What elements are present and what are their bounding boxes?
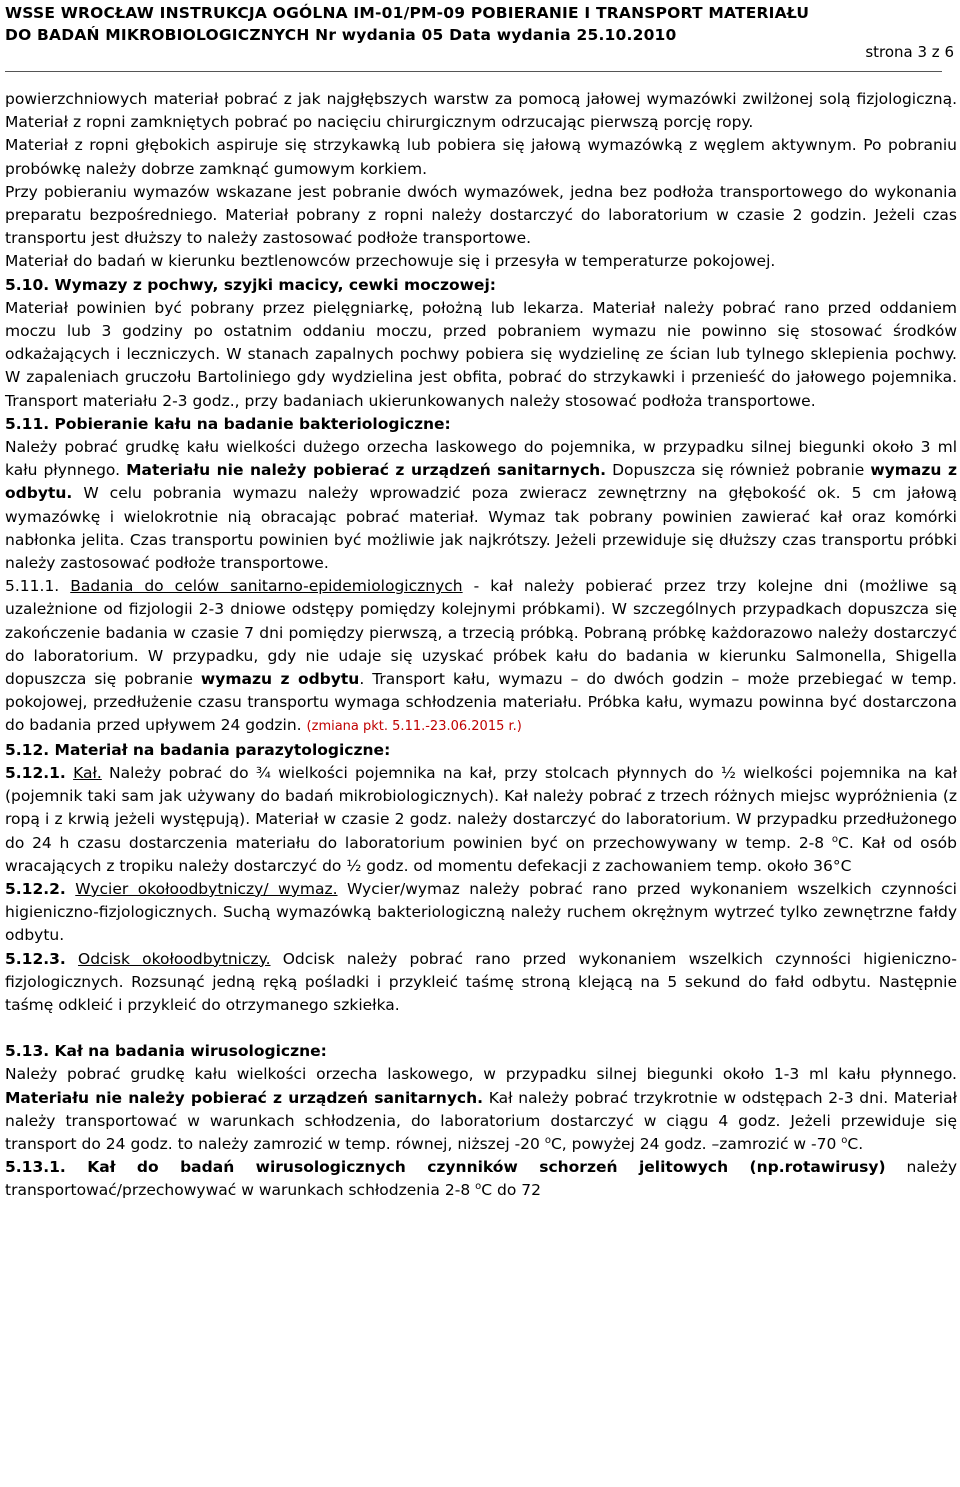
section-heading-5-13-1: 5.13.1. Kał do badań wirusologicznych czynników schorzeń jelitowych (np.rotawirusy) — [5, 1158, 886, 1177]
section-text-5-12-1: 5.12.1. Kał. Należy pobrać do ¾ wielkości pojemnika na kał, przy stolcach płynnych do ½ wielkości pojemnika na kał (pojemnik taki sam jak używany do badań mikrobiologicznych). Kał należy pobrać z trzech różnych miejsc wypróżnienia (z ropą i z krwią jeżeli występują). Materiał w czasie 2 godz. należy dostarczyć do laboratorium. W przypadku przedłużonego do 24 h czasu dostarczenia materiału do laboratorium powinien być on przechowywany w temp. 2-8 $^o$C. Kał od osób wracających z tropiku należy dostarczyć do ½ godz. od momentu defekacji z zachowaniem temp. około 36°C — [5, 763, 957, 875]
spacer — [5, 1017, 957, 1040]
section-text-5-12-2: 5.12.2. Wycier okołoodbytniczy/ wymaz. Wycier/wymaz należy pobrać rano przed wykonaniem wszelkich czynności higieniczno-fizjologicznych. Suchą wymazówką bakteriologiczną należy ruchem okrężnym wytrzeć tylko zewnętrzne fałdy odbytu. — [5, 879, 957, 945]
paragraph: powierzchniowych materiał pobrać z jak najgłębszych warstw za pomocą jałowej wymazówki zwilżonej solą fizjologiczną. Materiał z ropni zamkniętych pobrać po nacięciu chirurgicznym odrzucając pierwszą porcję ropy. — [5, 90, 957, 132]
section-number: 5.12.2. — [5, 879, 66, 898]
section-text-5-11: Należy pobrać grudkę kału wielkości dużego orzecha laskowego do pojemnika, w przypadku silnej biegunki około 3 ml kału płynnego. Materiału nie należy pobierać z urządzeń sanitarnych. Dopuszcza się również pobranie wymazu z odbytu. W celu pobrania wymazu należy wprowadzić poza zwieracz zewnętrzny na głębokość ok. 5 cm jałową wymazówkę i wielokrotnie nią obracając pobrać materiał. Wymaz tak pobrany powinien zawierać kał oraz komórki nabłonka jelita. Czas transportu powinien być możliwie jak najkrótszy. Jeżeli przewiduje się dłuższy czas transportu próbki należy zastosować podłoże transportowe. — [5, 438, 957, 573]
paragraph: Przy pobieraniu wymazów wskazane jest pobranie dwóch wymazówek, jedna bez podłoża transportowego do wykonania preparatu bezpośredniego. Materiał pobrany z ropni należy dostarczyć do laboratorium w czasie 2 godzin. Jeżeli czas transportu jest dłuższy to należy zastosować podłoże transportowe. — [5, 182, 957, 248]
paragraph: Materiał do badań w kierunku beztlenowców przechowuje się i przesyła w temperaturze pokojowej. — [5, 252, 776, 271]
section-heading-5-13: 5.13. Kał na badania wirusologiczne: — [5, 1042, 327, 1061]
section-text-5-11-1: 5.11.1. Badania do celów sanitarno-epidemiologicznych - kał należy pobierać przez trzy kolejne dni (możliwe są uzależnione od fizjologii 2-3 dniowe odstępy pomiędzy kolejnymi próbkami). W szczególnych przypadkach dopuszcza się zakończenie badania w czasie 7 dni pomiędzy pierwszą, a trzecią próbką. Pobraną próbkę każdorazowo należy dostarczyć do laboratorium. W przypadku, gdy nie udaje się uzyskać próbek kału do badania w kierunku Salmonella, Shigella dopuszcza się pobranie wymazu z odbytu. Transport kału, wymazu – do dwóch godzin – może przebiegać w temp. pokojowej, przedłużenie czasu transportu wymaga schłodzenia materiału. Próbka kału, wymazu powinna być dostarczona do badania przed upływem 24 godzin. (zmiana pkt. 5.11.-23.06.2015 r.) — [5, 577, 957, 735]
section-title: Odcisk okołoodbytniczy. — [78, 949, 271, 968]
section-heading-5-10: 5.10. Wymazy z pochwy, szyjki macicy, cewki moczowej: — [5, 275, 496, 294]
header-line-2: DO BADAŃ MIKROBIOLOGICZNYCH Nr wydania 05 Data wydania 25.10.2010 — [5, 26, 677, 44]
section-heading-5-12: 5.12. Materiał na badania parazytologiczne: — [5, 740, 391, 759]
section-text-5-12-3: 5.12.3. Odcisk okołoodbytniczy. Odcisk należy pobrać rano przed wykonaniem wszelkich czynności higieniczno-fizjologicznych. Rozsunąć jedną ręką pośladki i przykleić taśmę stroną klejącą na 5 sekund do fałd odbytu. Następnie taśmę odkleić i przykleić do otrzymanego szkiełka. — [5, 949, 957, 1014]
page-number: strona 3 z 6 — [865, 43, 954, 61]
section-number: 5.11.1. — [5, 577, 60, 596]
section-text-5-13: Należy pobrać grudkę kału wielkości orzecha laskowego, w przypadku silnej biegunki około 1-3 ml kału płynnego. Materiału nie należy pobierać z urządzeń sanitarnych. Kał należy pobrać trzykrotnie w odstępach 2-3 dni. Materiał należy transportować w warunkach schłodzenia, do laboratorium dostarczyć w ciągu 4 godz. Jeżeli przewiduje się transport do 24 godz. to należy zamrozić w temp. równej, niższej -20 $^o$C, powyżej 24 godz. –zamrozić w -70 $^o$C. — [5, 1065, 957, 1153]
section-number: 5.12.1. — [5, 763, 66, 782]
header-line-1: WSSE WROCŁAW INSTRUKCJA OGÓLNA IM-01/PM-09 POBIERANIE I TRANSPORT MATERIAŁU — [5, 4, 810, 22]
change-note: (zmiana pkt. 5.11.-23.06.2015 r.) — [306, 719, 522, 735]
section-title: Wycier okołoodbytniczy/ wymaz. — [75, 879, 338, 898]
document-body — [5, 88, 957, 1203]
header-divider — [5, 71, 942, 72]
section-title: Badania do celów sanitarno-epidemiologicznych — [70, 577, 463, 596]
section-text-5-10: Materiał powinien być pobrany przez pielęgniarkę, położną lub lekarza. Materiał należy pobrać rano przed oddaniem moczu lub 3 godziny po ostatnim oddaniu moczu, przed pobraniem wymazu nie powinno się stosować środków odkażających i leczniczych. W stanach zapalnych pochwy pobiera się wydzielinę ze ścian lub tylnego sklepienia pochwy. W zapaleniach gruczołu Bartoliniego gdy wydzielina jest obfita, pobrać do strzykawki i przenieść do jałowego pojemnika. Transport materiału 2-3 godz., przy badaniach ukierunkowanych należy stosować podłoża transportowe. — [5, 298, 957, 410]
section-heading-5-11: 5.11. Pobieranie kału na badanie bakteriologiczne: — [5, 414, 451, 433]
section-title: Kał. — [73, 763, 102, 782]
section-text-5-13-1: 5.13.1. Kał do badań wirusologicznych czynników schorzeń jelitowych (np.rotawirusy) należy transportować/przechowywać w warunkach schłodzenia 2-8 $^o$C do 72 — [5, 1158, 957, 1200]
section-number: 5.12.3. — [5, 949, 66, 968]
paragraph: Materiał z ropni głębokich aspiruje się strzykawką lub pobiera się jałową wymazówką z węglem aktywnym. Po pobraniu probówkę należy dobrze zamknąć gumowym korkiem. — [5, 136, 957, 178]
